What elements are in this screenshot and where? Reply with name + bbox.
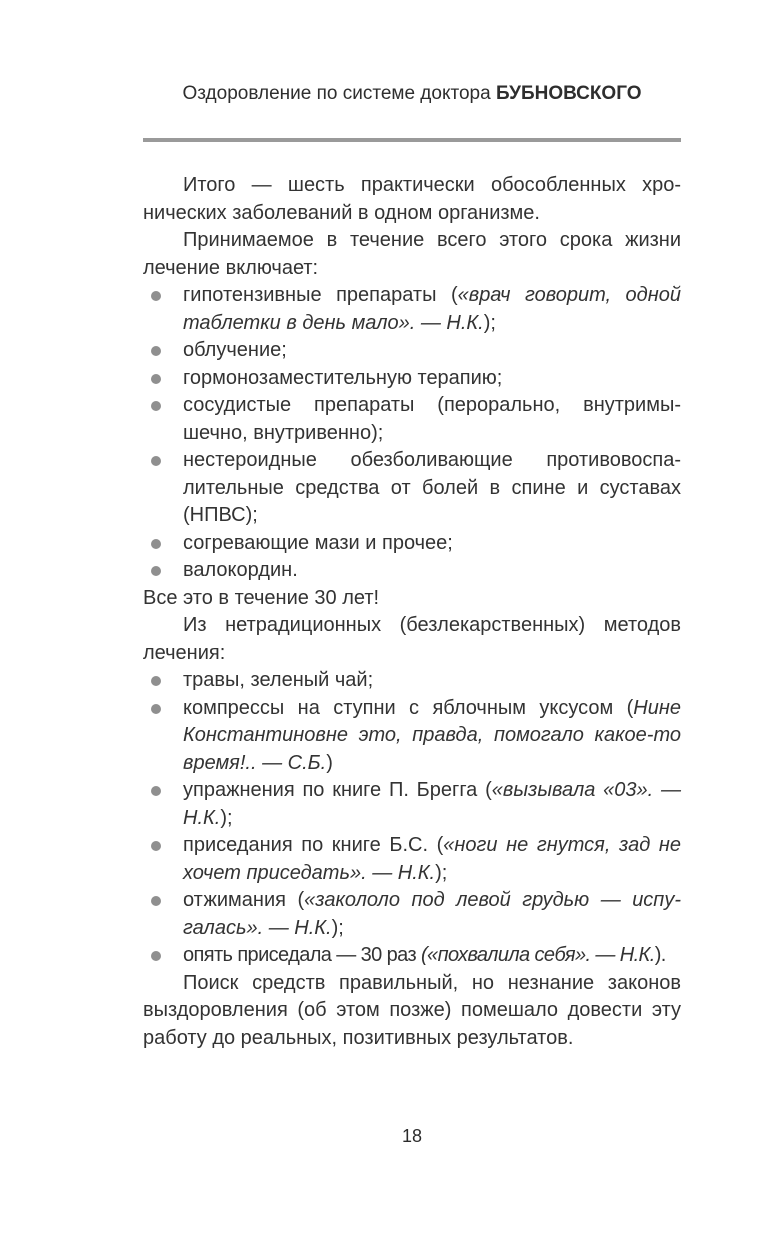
paragraph-alt-intro <box>143 612 681 667</box>
bullet-item <box>143 832 681 887</box>
text-run: ); <box>483 311 496 334</box>
bullet-icon <box>151 896 161 906</box>
text-run: компрессы на ступни с яблочным уксусом ( <box>183 696 634 719</box>
text-run: согревающие мази и прочее; <box>183 531 453 554</box>
running-title-emphasis: БУБНОВСКОГО <box>495 83 642 104</box>
text-run: Из нетрадиционных (безлекарственных) методов лечения: <box>143 614 681 664</box>
text-run: облучение; <box>183 339 287 361</box>
alternative-methods-list <box>143 667 681 970</box>
bullet-icon <box>151 841 161 851</box>
page-body <box>143 172 681 1052</box>
bullet-icon <box>151 704 161 714</box>
running-header <box>143 83 681 105</box>
text-run: сосудистые препараты (перорально, внутримышечно, внутривенно); <box>183 394 681 444</box>
bullet-item <box>143 365 681 393</box>
bullet-icon <box>151 401 161 411</box>
text-run: травы, зеленый чай; <box>183 669 374 691</box>
paragraph-final <box>143 970 681 1053</box>
text-run: «врач говорит, одной таблетки в день мало». — Н.К. <box>183 284 681 334</box>
bullet-item <box>143 392 681 447</box>
bullet-item <box>143 530 681 558</box>
bullet-icon <box>151 786 161 796</box>
running-title: Оздоровление по системе доктора <box>182 83 496 104</box>
text-run: ); <box>435 861 448 884</box>
text-run: опять приседала — 30 раз <box>183 944 421 966</box>
bullet-item <box>143 337 681 365</box>
text-run: ); <box>220 806 233 829</box>
text-run: Итого — шесть практически обособленных хронических заболеваний в одном организме. <box>143 174 681 224</box>
paragraph-intro-1 <box>143 172 681 227</box>
text-run: гормонозаместительную терапию; <box>183 366 503 389</box>
bullet-icon <box>151 539 161 549</box>
text-run: гипотензивные препараты ( <box>183 284 458 306</box>
bullet-item <box>143 777 681 832</box>
text-run: ); <box>331 916 344 939</box>
page-number: 18 <box>401 1126 423 1146</box>
text-run: «вызывала «03». — Н.К. <box>183 779 681 829</box>
text-run: («похвалила себя». — Н.К. <box>420 944 655 966</box>
text-run: Нине Константиновне это, правда, помогало какое-то время!.. — С.Б. <box>183 696 681 774</box>
text-run: «закололо под левой грудью — испугалась». — Н.К. <box>183 889 681 939</box>
bullet-item <box>143 887 681 942</box>
bullet-icon <box>151 346 161 356</box>
text-run: отжимания ( <box>183 889 305 911</box>
text-run: Принимаемое в течение всего этого срока жизни лечение включает: <box>143 229 681 279</box>
bullet-icon <box>151 676 161 686</box>
bullet-item <box>143 667 681 695</box>
bullet-item <box>143 447 681 530</box>
bullet-icon <box>151 374 161 384</box>
paragraph-intro-2 <box>143 227 681 282</box>
bullet-item <box>143 282 681 337</box>
bullet-icon <box>151 456 161 466</box>
medications-list <box>143 282 681 585</box>
bullet-item <box>143 557 681 585</box>
text-run: Поиск средств правильный, но незнание законов выздоровления (об этом позже) помешало довести эту работу до реальных, позитивных результатов. <box>143 971 681 1049</box>
bullet-item <box>143 695 681 778</box>
text-run: упражнения по книге П. Брегга ( <box>183 779 492 801</box>
header-divider <box>143 138 681 142</box>
bullet-icon <box>151 566 161 576</box>
text-run: нестероидные обезболивающие противовоспалительные средства от болей в спине и суставах (НПВС); <box>183 449 681 526</box>
summary-line: Все это в течение 30 лет! <box>143 586 380 609</box>
text-run: валокордин. <box>183 559 298 581</box>
text-run: «ноги не гнутся, зад не хочет приседать». — Н.К. <box>183 834 681 884</box>
bullet-item <box>143 942 681 970</box>
text-run: приседания по книге Б.С. ( <box>183 834 444 856</box>
text-run: ) <box>326 751 333 774</box>
bullet-icon <box>151 291 161 301</box>
text-run: ). <box>654 944 666 966</box>
bullet-icon <box>151 951 161 961</box>
